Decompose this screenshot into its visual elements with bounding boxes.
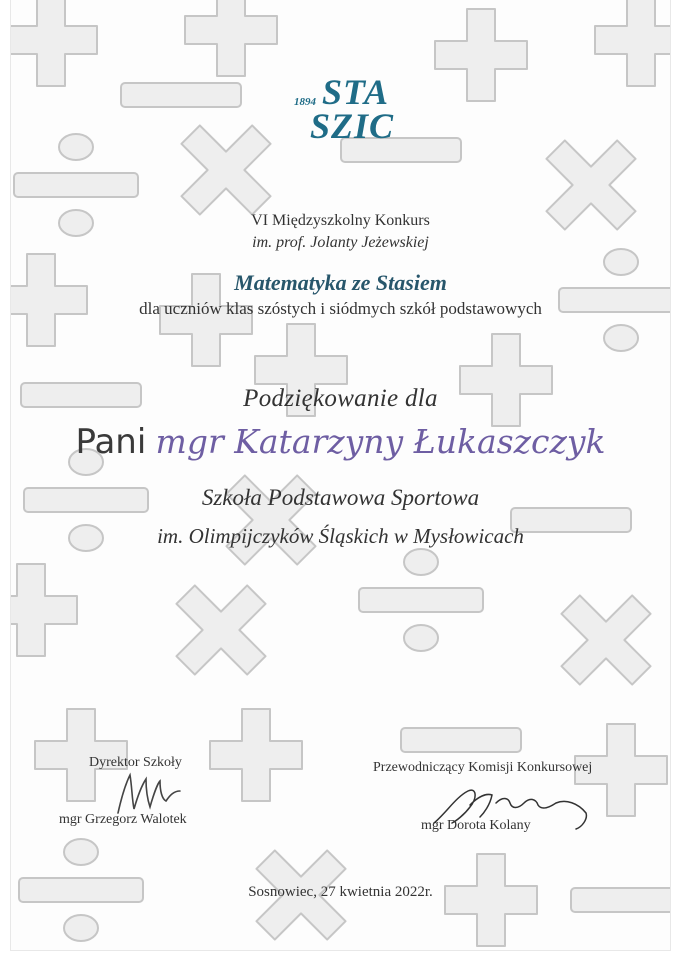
right-signatory-name: mgr Dorota Kolany (421, 818, 531, 833)
school-name: Szkoła Podstawowa Sportowa (201, 485, 480, 510)
place-and-date: Sosnowiec, 27 kwietnia 2022r. (248, 884, 433, 900)
school-patron-city: im. Olimpijczyków Śląskich w Mysłowicach (157, 524, 524, 548)
contest-patron: im. prof. Jolanty Jeżewskiej (252, 234, 429, 251)
left-signatory-name: mgr Grzegorz Walotek (59, 812, 187, 827)
contest-title: Matematyka ze Stasiem (234, 270, 447, 295)
staszic-logo (286, 60, 416, 155)
left-signatory-role: Dyrektor Szkoły (89, 755, 182, 770)
recipient-prefix: Pani (75, 422, 147, 462)
contest-name: VI Międzyszkolny Konkurs (251, 212, 430, 229)
logo-line1: STA (322, 72, 390, 112)
right-signatory-role: Przewodniczący Komisji Konkursowej (373, 760, 593, 775)
logo-year: 1894 (294, 96, 316, 108)
contest-audience: dla uczniów klas szóstych i siódmych szkół podstawowych (139, 299, 542, 318)
recipient (11, 420, 670, 463)
certificate-heading: Podziękowanie dla (243, 385, 438, 412)
recipient-name: mgr Katarzyny Łukaszczyk (155, 422, 606, 461)
logo-line2: SZIC (310, 106, 395, 146)
certificate-page (10, 0, 671, 951)
